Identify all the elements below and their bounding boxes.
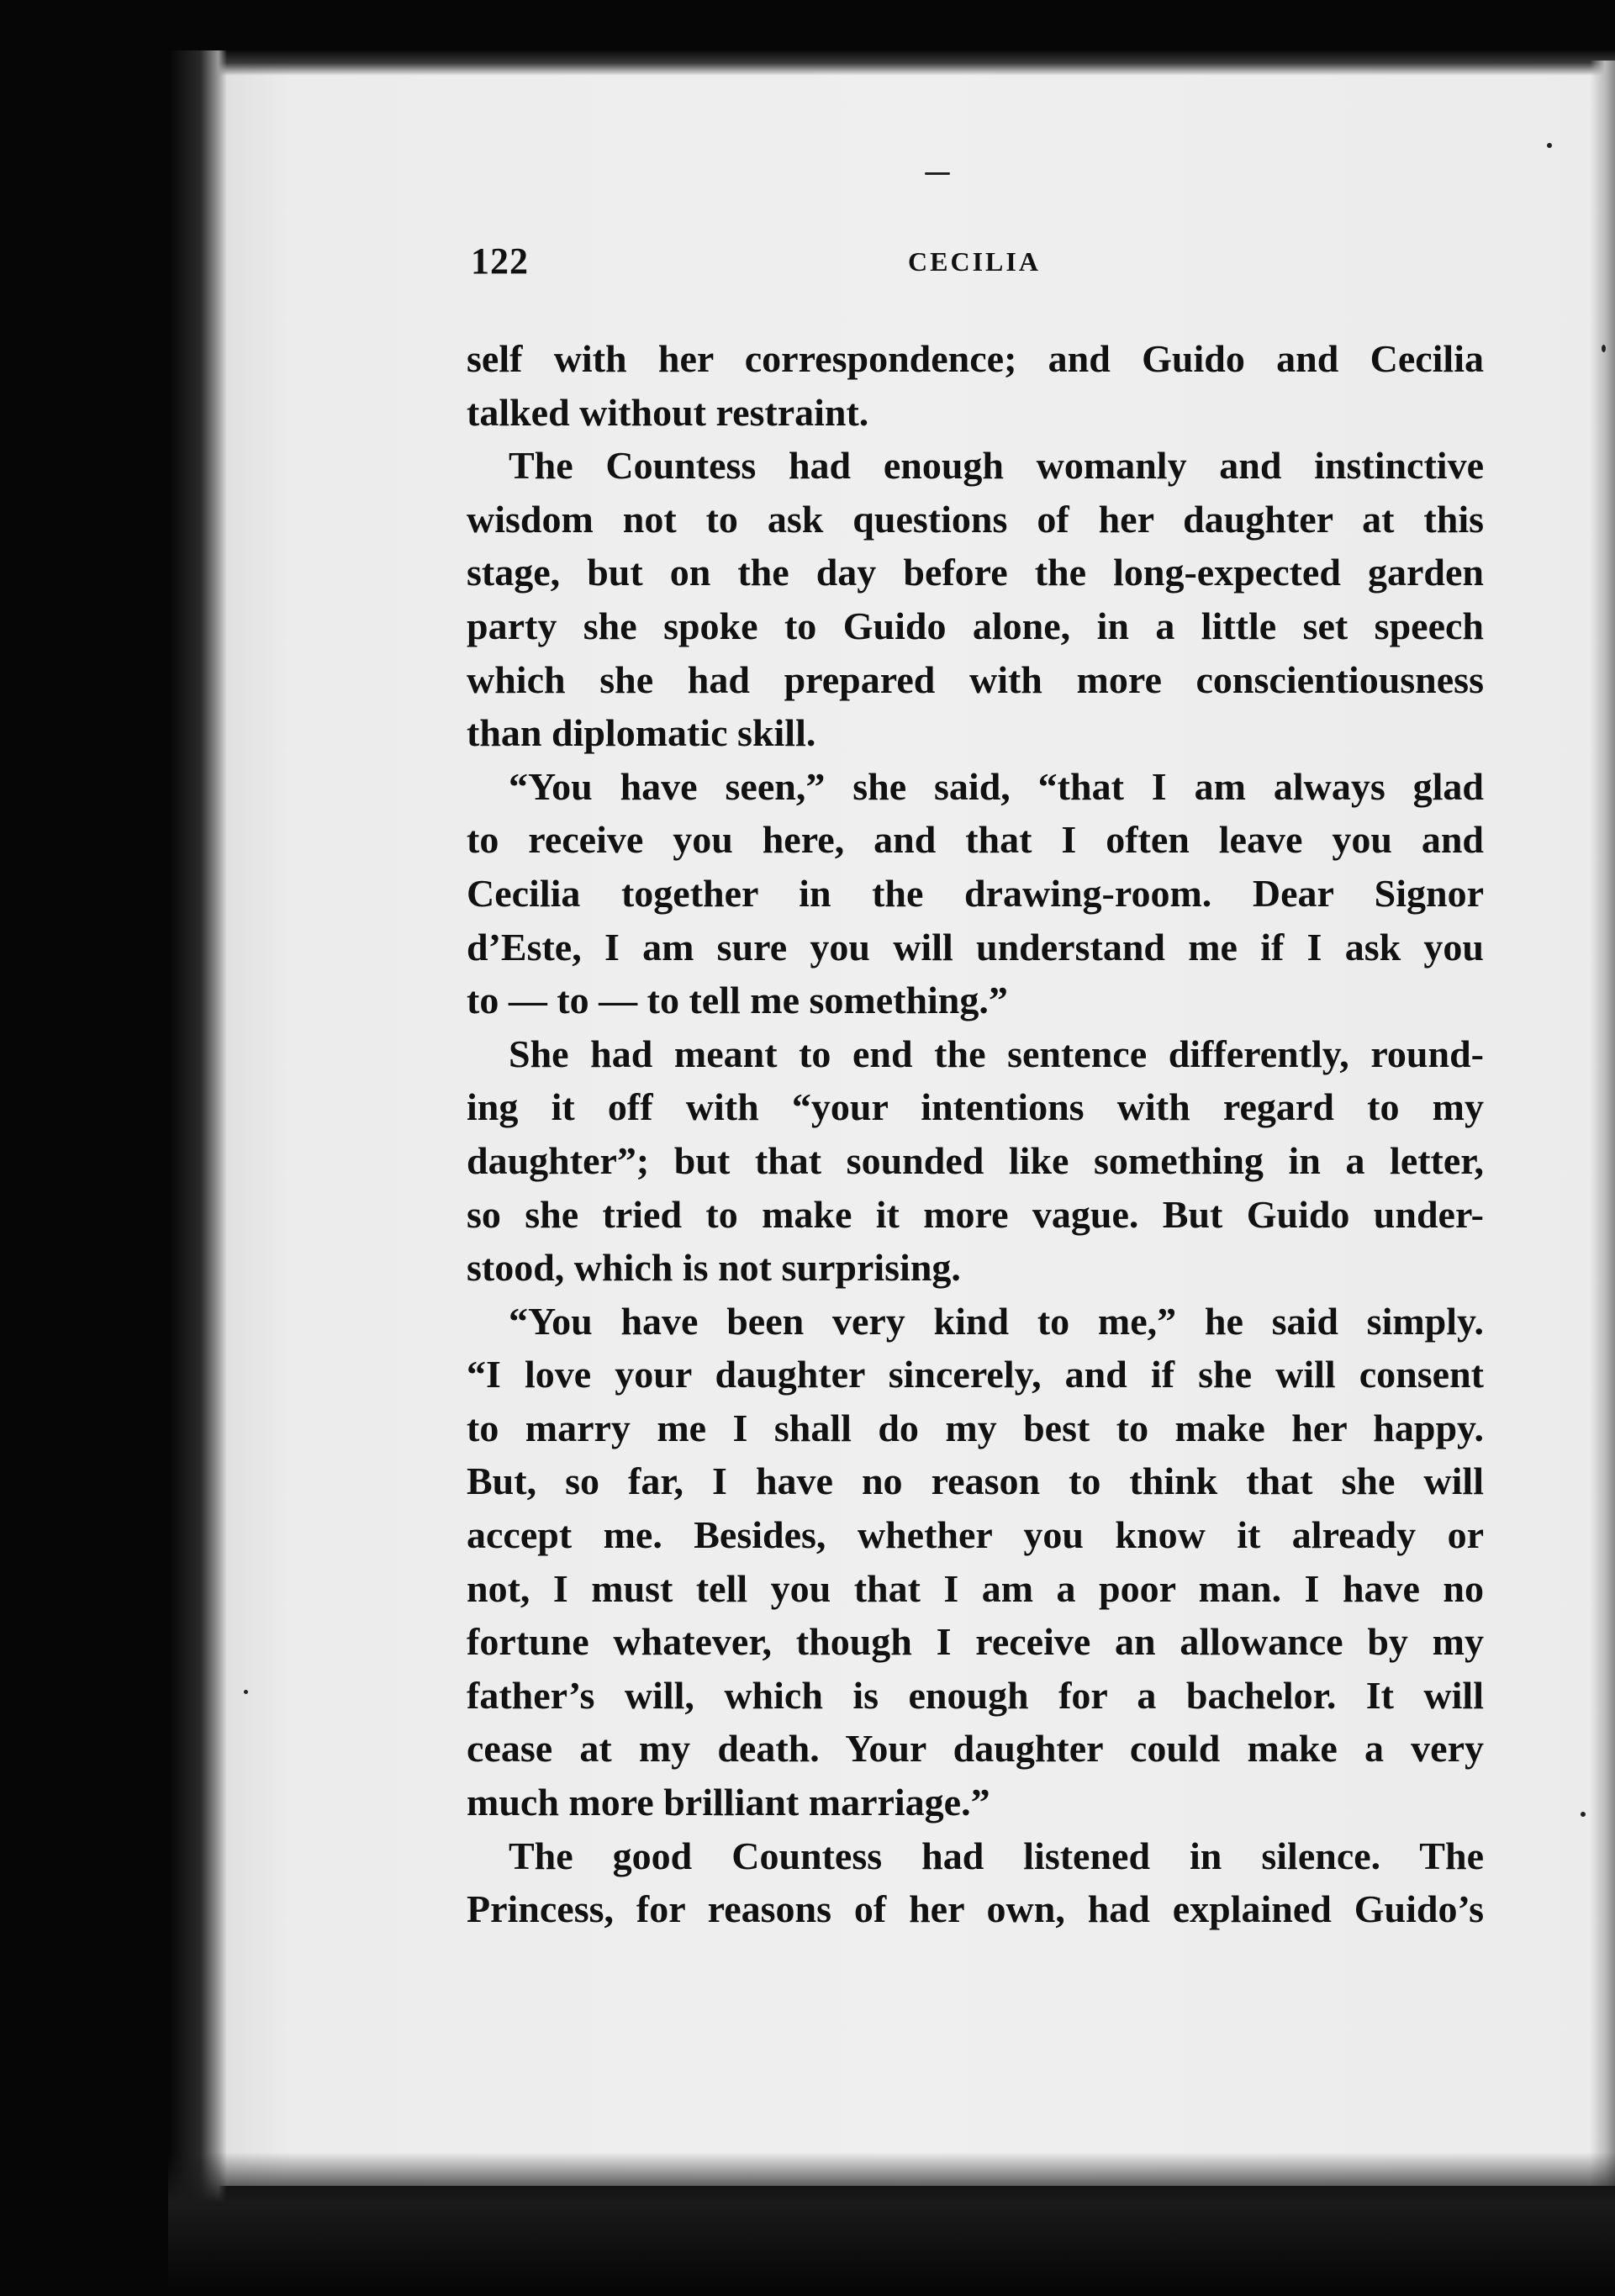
text-line: self with her correspondence; and Guido and Cecilia	[467, 337, 1484, 380]
page-number: 122	[471, 240, 529, 282]
text-line: wisdom not to ask questions of her daughter at this	[467, 497, 1484, 541]
text-line: The good Countess had listened in silence. The	[509, 1834, 1484, 1877]
text-line: The Countess had enough womanly and instinctive	[509, 444, 1484, 488]
text-line: party she spoke to Guido alone, in a little set speech	[467, 604, 1484, 647]
text-line: than diplomatic skill.	[467, 711, 816, 755]
text-line: “You have been very kind to me,” he said simply.	[509, 1299, 1484, 1343]
text-line: fortune whatever, though I receive an allowance by my	[467, 1620, 1484, 1664]
scan-speck	[244, 1690, 248, 1694]
text-line: Cecilia together in the drawing-room. Dear Signor	[467, 871, 1484, 915]
page-bottom-shadow	[168, 2152, 1615, 2296]
text-line: But, so far, I have no reason to think that she will	[467, 1459, 1484, 1503]
binding-shadow	[168, 50, 227, 2219]
scan-speck	[1547, 143, 1552, 148]
text-line: daughter”; but that sounded like something in a letter,	[467, 1138, 1484, 1182]
text-line: much more brilliant marriage.”	[467, 1781, 990, 1824]
text-line: “I love your daughter sincerely, and if she will consent	[467, 1353, 1484, 1396]
text-line: stood, which is not surprising.	[467, 1246, 961, 1290]
scan-speck	[925, 172, 950, 175]
text-line: not, I must tell you that I am a poor man. I have no	[467, 1566, 1484, 1610]
text-line: talked without restraint.	[467, 390, 869, 434]
scan-speck	[1581, 1812, 1586, 1817]
text-line: father’s will, which is enough for a bachelor. It will	[467, 1673, 1484, 1717]
text-line: so she tried to make it more vague. But Guido under-	[467, 1192, 1484, 1236]
page-header	[471, 240, 1480, 290]
text-line: accept me. Besides, whether you know it already or	[467, 1513, 1484, 1557]
text-line: Princess, for reasons of her own, had explained Guido’s	[467, 1887, 1484, 1931]
text-line: “You have seen,” she said, “that I am always glad	[509, 764, 1484, 808]
text-line: stage, but on the day before the long-expected garden	[467, 551, 1484, 594]
page-right-edge-shadow	[1590, 61, 1615, 2186]
scan-speck	[1602, 345, 1606, 352]
text-line: ing it off with “your intentions with regard to my	[467, 1085, 1484, 1129]
text-line: to marry me I shall do my best to make her happy.	[467, 1406, 1484, 1449]
text-line: d’Este, I am sure you will understand me if I ask you	[467, 925, 1484, 969]
text-line: cease at my death. Your daughter could make a very	[467, 1727, 1484, 1771]
running-head: CECILIA	[908, 246, 1041, 277]
page-top-edge-shadow	[206, 50, 1615, 76]
body-text	[467, 332, 1484, 1936]
text-line: to receive you here, and that I often leave you and	[467, 818, 1484, 862]
text-line: which she had prepared with more conscientiousness	[467, 657, 1484, 701]
text-line: She had meant to end the sentence differently, round-	[509, 1032, 1484, 1075]
text-line: to — to — to tell me something.”	[467, 979, 1008, 1022]
